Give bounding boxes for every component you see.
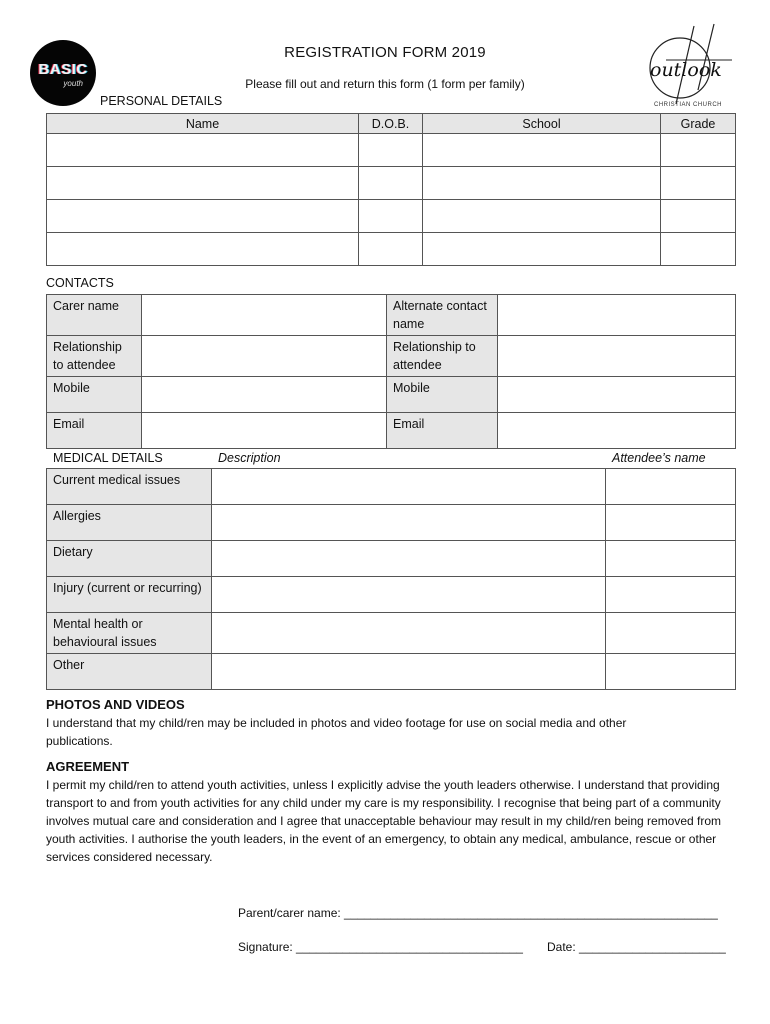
medical-row	[47, 654, 736, 690]
medical-row	[47, 541, 736, 577]
contacts-row	[47, 413, 736, 449]
carer-name-field[interactable]	[142, 295, 387, 336]
col-name: Name	[47, 114, 359, 134]
school-cell[interactable]	[423, 200, 661, 233]
description-column-label: Description	[218, 451, 281, 465]
medical-row	[47, 577, 736, 613]
contacts-table	[46, 294, 736, 449]
personal-header-row	[47, 114, 736, 134]
alt-relationship-label: Relationship to attendee	[387, 336, 498, 377]
medical-row-label: Mental health or behavioural issues	[47, 613, 212, 654]
dob-cell[interactable]	[359, 134, 423, 167]
grade-cell[interactable]	[661, 167, 736, 200]
alt-mobile-field[interactable]	[498, 377, 736, 413]
medical-row-label: Other	[47, 654, 212, 690]
description-field[interactable]	[212, 613, 606, 654]
attendee-field[interactable]	[606, 505, 736, 541]
personal-details-heading: PERSONAL DETAILS	[100, 94, 223, 108]
medical-row-label: Current medical issues	[47, 469, 212, 505]
personal-details-table	[46, 113, 736, 266]
photos-videos-heading: PHOTOS AND VIDEOS	[46, 697, 185, 712]
personal-row	[47, 134, 736, 167]
description-field[interactable]	[212, 577, 606, 613]
photos-videos-text: I understand that my child/ren may be included in photos and video footage for use on social media and other publications.	[46, 716, 627, 748]
outlook-logo-word: outlook	[650, 59, 722, 81]
personal-row	[47, 200, 736, 233]
school-cell[interactable]	[423, 233, 661, 266]
outlook-church-logo	[636, 20, 736, 110]
signature-line[interactable]: Signature: __________________________________	[238, 940, 523, 954]
col-school: School	[423, 114, 661, 134]
attendee-field[interactable]	[606, 613, 736, 654]
basic-logo-sub: youth	[63, 79, 83, 88]
grade-cell[interactable]	[661, 233, 736, 266]
personal-row	[47, 233, 736, 266]
dob-cell[interactable]	[359, 200, 423, 233]
description-field[interactable]	[212, 469, 606, 505]
medical-row	[47, 505, 736, 541]
personal-row	[47, 167, 736, 200]
relationship-field[interactable]	[142, 336, 387, 377]
email-label: Email	[47, 413, 142, 449]
dob-cell[interactable]	[359, 233, 423, 266]
mobile-label: Mobile	[47, 377, 142, 413]
alternate-contact-label: Alternate contact name	[387, 295, 498, 336]
alt-email-label: Email	[387, 413, 498, 449]
attendee-name-column-label: Attendee’s name	[612, 451, 706, 465]
contacts-row	[47, 295, 736, 336]
email-field[interactable]	[142, 413, 387, 449]
grade-cell[interactable]	[661, 134, 736, 167]
medical-details-table	[46, 468, 736, 690]
outlook-logo-mark	[636, 20, 736, 110]
name-cell[interactable]	[47, 134, 359, 167]
contacts-row	[47, 336, 736, 377]
alt-relationship-field[interactable]	[498, 336, 736, 377]
school-cell[interactable]	[423, 167, 661, 200]
date-line[interactable]: Date: ______________________	[547, 940, 726, 954]
name-cell[interactable]	[47, 233, 359, 266]
alt-mobile-label: Mobile	[387, 377, 498, 413]
form-subtitle: Please fill out and return this form (1 form per family)	[245, 77, 525, 91]
col-dob: D.O.B.	[359, 114, 423, 134]
attendee-field[interactable]	[606, 541, 736, 577]
outlook-logo-sub: CHRISTIAN CHURCH	[654, 102, 722, 108]
form-title: REGISTRATION FORM 2019	[284, 44, 486, 61]
name-cell[interactable]	[47, 167, 359, 200]
description-field[interactable]	[212, 654, 606, 690]
description-field[interactable]	[212, 505, 606, 541]
parent-carer-name-line[interactable]: Parent/carer name: ________________________________________________________	[238, 906, 718, 920]
medical-details-heading: MEDICAL DETAILS	[53, 451, 163, 465]
medical-row-label: Dietary	[47, 541, 212, 577]
medical-row-label: Injury (current or recurring)	[47, 577, 212, 613]
grade-cell[interactable]	[661, 200, 736, 233]
agreement-heading: AGREEMENT	[46, 759, 130, 774]
name-cell[interactable]	[47, 200, 359, 233]
description-field[interactable]	[212, 541, 606, 577]
medical-row	[47, 613, 736, 654]
contacts-row	[47, 377, 736, 413]
medical-row-label: Allergies	[47, 505, 212, 541]
agreement-text: I permit my child/ren to attend youth activities, unless I explicitly advise the youth leaders otherwise. I understand that providing transport to and from youth activities for any child under my care is my responsibility. I recognise that being part of a community involves mutual care and consideration and I agree that unacceptable behaviour may result in my child/ren being removed from youth activities. I authorise the youth leaders, in the event of an emergency, to obtain any medical, ambulance, rescue or other services considered necessary.	[46, 778, 722, 864]
mobile-field[interactable]	[142, 377, 387, 413]
basic-logo-word: BASIC	[38, 61, 88, 78]
attendee-field[interactable]	[606, 577, 736, 613]
attendee-field[interactable]	[606, 469, 736, 505]
col-grade: Grade	[661, 114, 736, 134]
carer-name-label: Carer name	[47, 295, 142, 336]
attendee-field[interactable]	[606, 654, 736, 690]
relationship-label: Relationship to attendee	[47, 336, 142, 377]
contacts-heading: CONTACTS	[46, 276, 114, 290]
alt-email-field[interactable]	[498, 413, 736, 449]
dob-cell[interactable]	[359, 167, 423, 200]
school-cell[interactable]	[423, 134, 661, 167]
alternate-contact-field[interactable]	[498, 295, 736, 336]
medical-row	[47, 469, 736, 505]
